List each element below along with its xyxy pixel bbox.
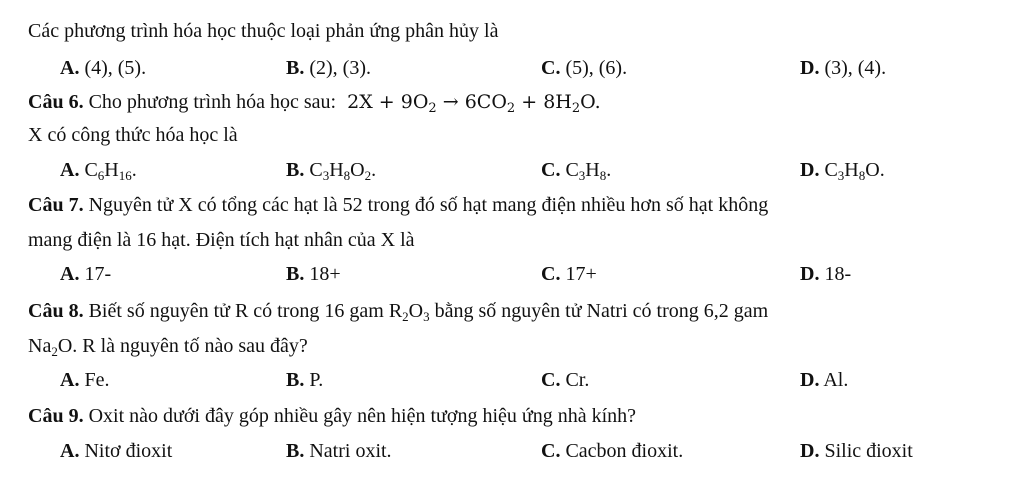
option-d: D. Al. (800, 369, 849, 391)
question-number: Câu 9. (28, 405, 84, 427)
option-b: B. 18+ (286, 263, 341, 285)
option-b: B. $C_3H_8O_2$. (286, 159, 377, 183)
option-d: D. $C_3H_8O$. (800, 159, 885, 183)
option-a: A. Fe. (60, 369, 110, 391)
question-text: Nguyên tử X có tổng các hạt là 52 trong đó số hạt mang điện nhiều hơn số hạt không (88, 194, 769, 216)
question-number: Câu 8. (28, 300, 84, 322)
option-c: C. 17+ (541, 263, 597, 285)
option-a: A. (4), (5). (60, 57, 147, 79)
option-c: C. $C_3H_8$. (541, 159, 612, 183)
option-b: B. Natri oxit. (286, 440, 392, 462)
question-number: Câu 6. (28, 91, 84, 113)
option-a: A. $C_6H_{16}$. (60, 159, 137, 183)
option-c: C. (5), (6). (541, 57, 628, 79)
question-text: Oxit nào dưới đây góp nhiều gây nên hiện tượng hiệu ứng nhà kính? (88, 405, 637, 427)
option-d: D. 18- (800, 263, 852, 285)
question-8 (28, 298, 768, 324)
question-9 (28, 403, 636, 429)
question-7 (28, 192, 768, 218)
question-7-line2: mang điện là 16 hạt. Điện tích hạt nhân của X là (28, 229, 415, 251)
question-8-line2: $Na_2O$. R là nguyên tố nào sau đây? (28, 335, 308, 359)
chemical-equation: $2X + 9O_2 \to 6CO_2 + 8H_2O$. (347, 91, 601, 116)
option-b: B. (2), (3). (286, 57, 371, 79)
option-a: A. 17- (60, 263, 112, 285)
intro-text: Các phương trình hóa học thuộc loại phản ứng phân hủy là (28, 20, 499, 42)
option-d: D. (3), (4). (800, 57, 887, 79)
question-number: Câu 7. (28, 194, 84, 216)
option-c: C. Cr. (541, 369, 590, 391)
option-d: D. Silic đioxit (800, 440, 913, 462)
question-6 (28, 89, 601, 115)
option-b: B. P. (286, 369, 324, 391)
option-c: C. Cacbon đioxit. (541, 440, 684, 462)
question-6-line2: X có công thức hóa học là (28, 124, 238, 146)
question-text: Cho phương trình hóa học sau: (88, 91, 337, 113)
question-text: Biết số nguyên tử R có trong 16 gam $R_2O_3$ bằng số nguyên tử Natri có trong 6,2 gam (88, 300, 769, 324)
cropped-previous-line (30, 0, 890, 4)
option-a: A. Nitơ đioxit (60, 440, 173, 462)
